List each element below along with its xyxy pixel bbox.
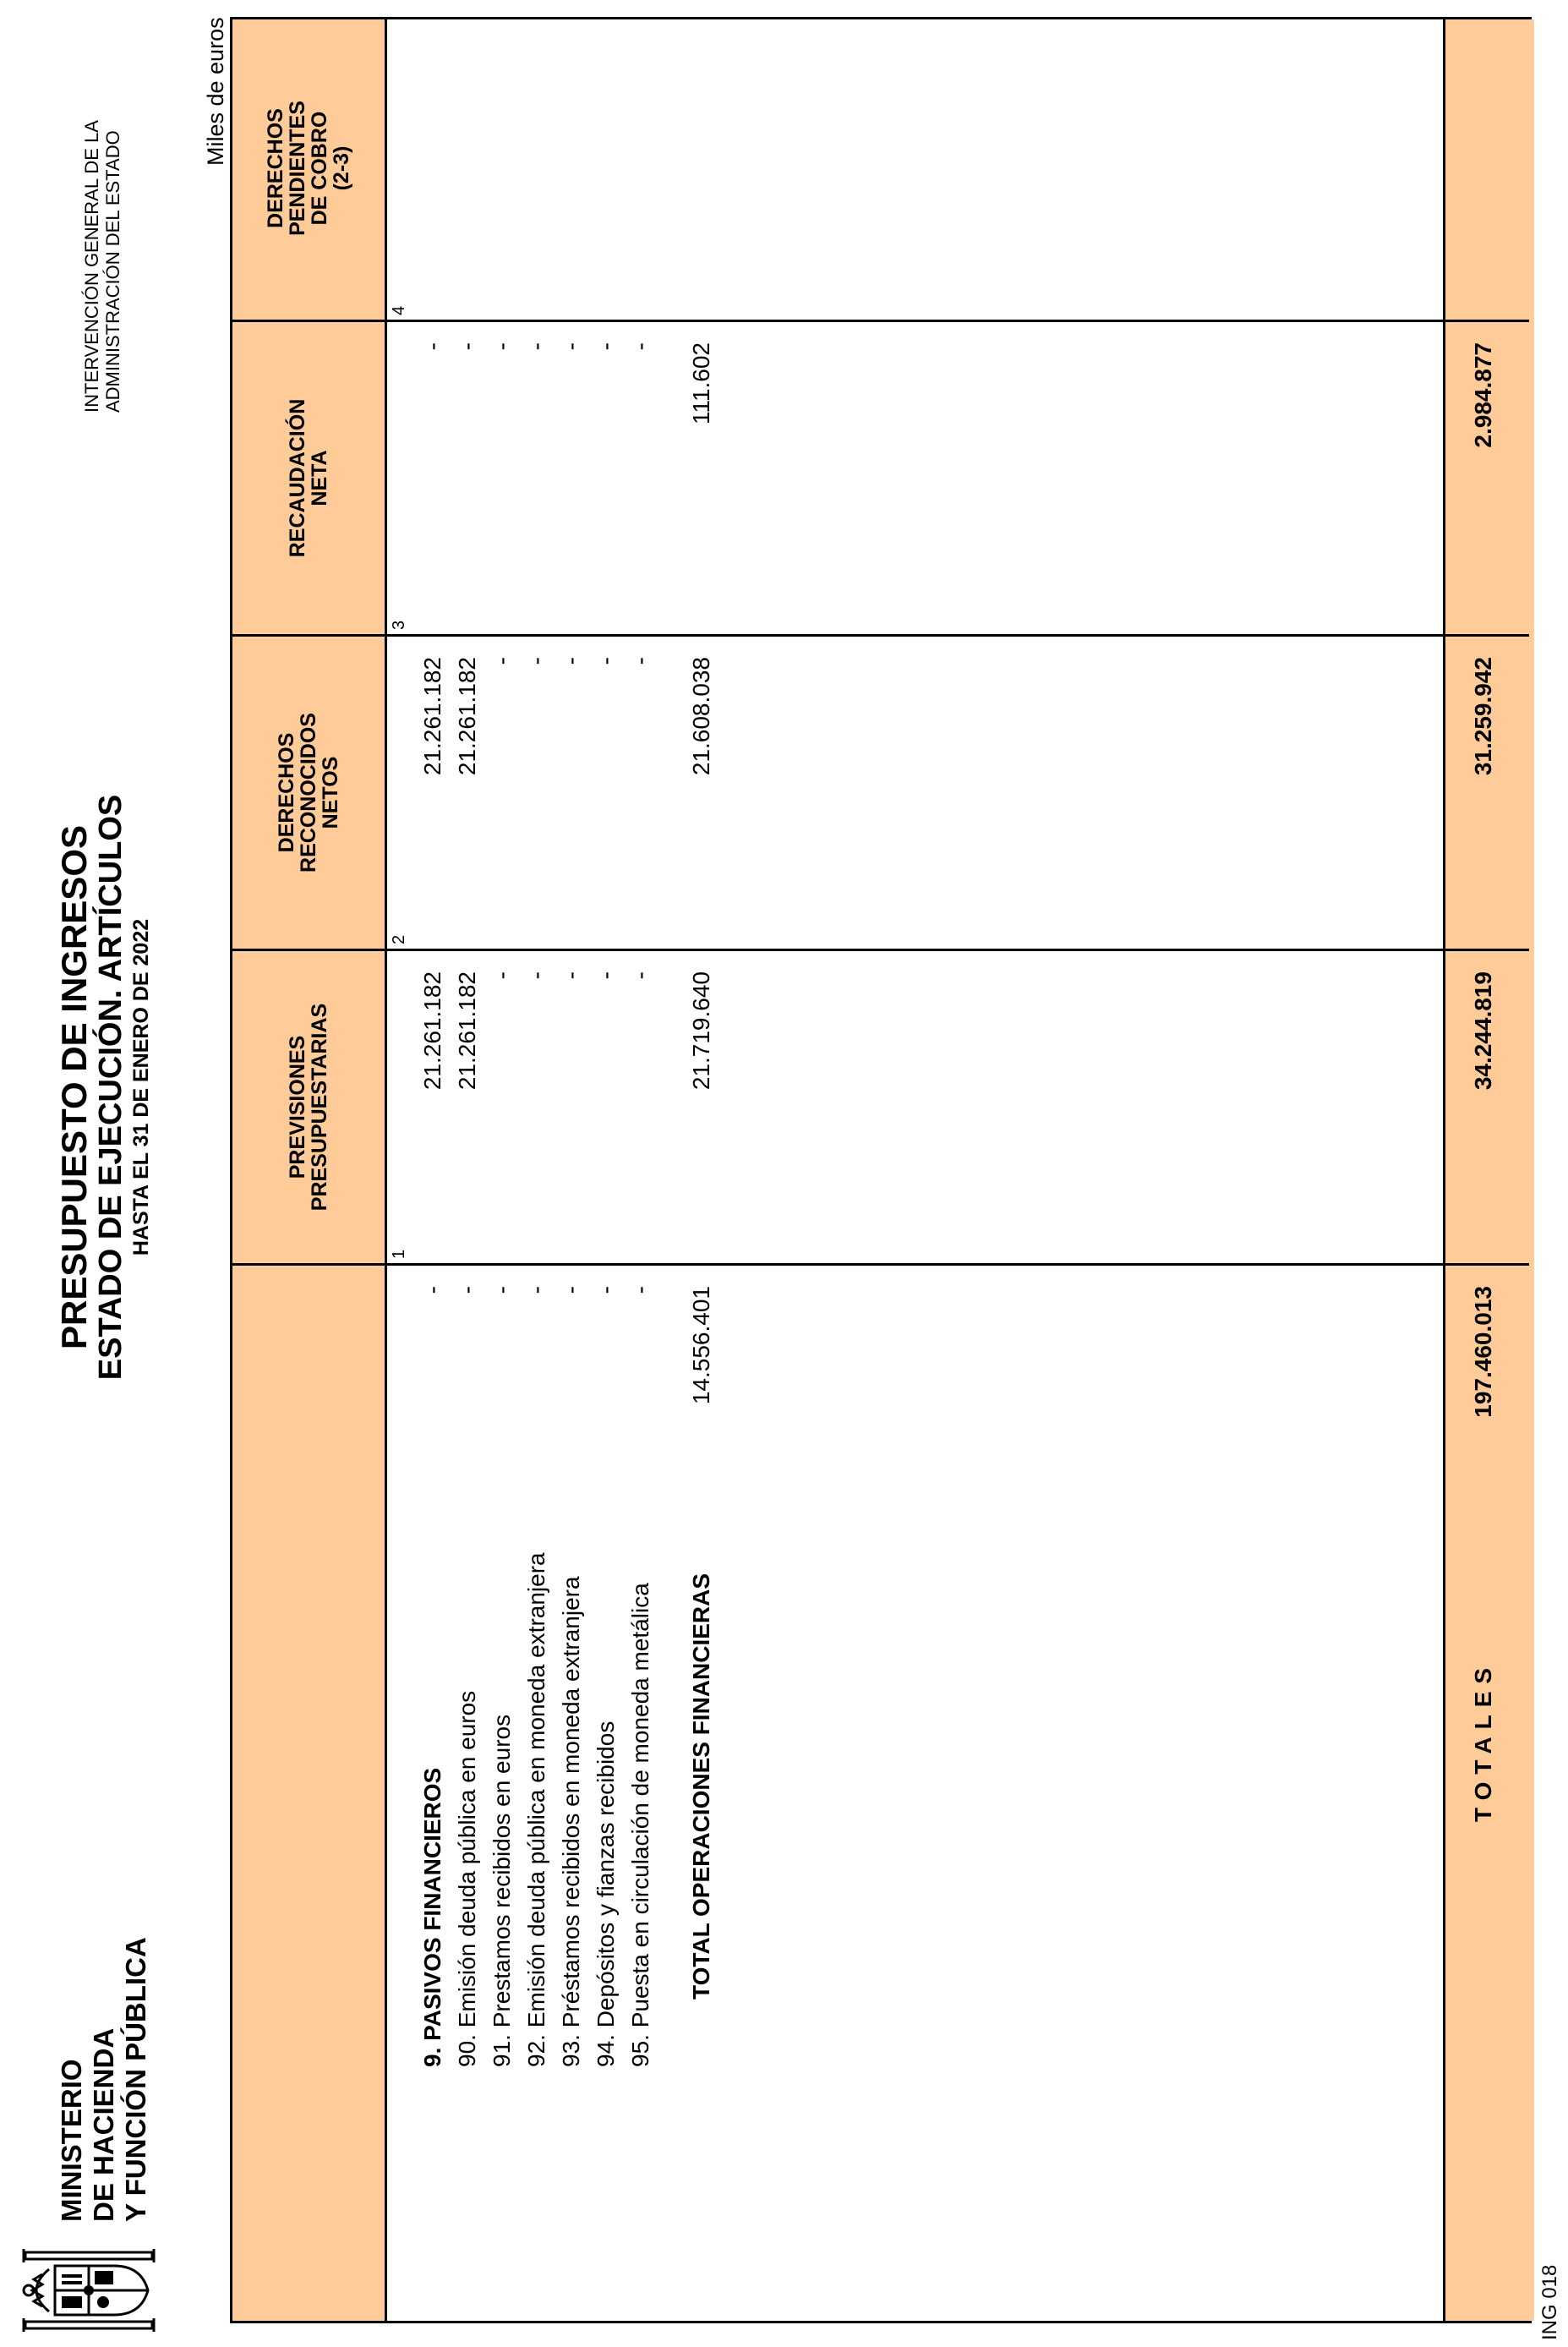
ministry-name xyxy=(56,1937,152,2222)
column-number: 4 xyxy=(390,305,408,315)
table-row-label: 93. Préstamos recibidos en moneda extranjera xyxy=(558,1576,584,2067)
table-cell: - xyxy=(627,971,653,980)
table-cell: - xyxy=(593,657,619,665)
ministry-line-3: Y FUNCIÓN PÚBLICA xyxy=(120,1937,151,2222)
totals-cell: 2.984.877 xyxy=(1470,342,1496,448)
table-row-label: 94. Depósitos y fianzas recibidos xyxy=(593,1721,619,2067)
table-cell: - xyxy=(627,657,653,665)
table-cell: - xyxy=(558,657,584,665)
table-cell: - xyxy=(419,342,445,351)
table-cell: - xyxy=(593,971,619,980)
table-cell: 21.261.182 xyxy=(419,657,445,776)
column-number: 1 xyxy=(390,1249,408,1259)
column-header-previsiones: PREVISIONES PRESUPUESTARIAS xyxy=(286,1003,331,1212)
header-divider xyxy=(385,19,387,2321)
units-label: Miles de euros xyxy=(203,17,228,166)
report-title-block xyxy=(55,741,155,1434)
table-cell: - xyxy=(523,657,549,665)
table-cell: - xyxy=(454,1286,480,1294)
intervention-line-1: INTERVENCIÓN GENERAL DE LA xyxy=(81,120,102,413)
total-financieras-cell: 21.719.640 xyxy=(688,971,714,1091)
table-cell: - xyxy=(627,1286,653,1294)
column-header-pendientes: DERECHOS PENDIENTES DE COBRO (2-3) xyxy=(264,101,353,236)
column-divider xyxy=(232,320,1529,322)
table-cell: 21.261.182 xyxy=(454,657,480,776)
table-cell: - xyxy=(523,342,549,351)
totals-label: TOTALES xyxy=(1470,1660,1496,1822)
column-number: 3 xyxy=(390,620,408,630)
table-cell: - xyxy=(489,1286,515,1294)
table-cell: - xyxy=(419,1286,445,1294)
table-cell: - xyxy=(558,342,584,351)
table-cell: - xyxy=(627,342,653,351)
intervention-name xyxy=(81,120,123,413)
table-cell: - xyxy=(454,342,480,351)
total-financieras-cell: 21.608.038 xyxy=(688,657,714,776)
total-financieras-cell: 111.602 xyxy=(688,342,714,425)
table-cell: - xyxy=(523,971,549,980)
totals-cell: 197.460.013 xyxy=(1470,1286,1496,1418)
column-number: 2 xyxy=(390,934,408,944)
column-header-derechos-reconocidos: DERECHOS RECONOCIDOS NETOS xyxy=(275,713,342,873)
total-financieras-label: TOTAL OPERACIONES FINANCIERAS xyxy=(688,1573,714,2000)
table-cell: - xyxy=(489,657,515,665)
form-code: ING 018 xyxy=(1538,2264,1561,2340)
report-date: HASTA EL 31 DE ENERO DE 2022 xyxy=(129,918,153,1256)
table-row-label: 91. Prestamos recibidos en euros xyxy=(489,1714,515,2067)
table-cell: - xyxy=(489,342,515,351)
ministry-line-2: DE HACIENDA xyxy=(88,2027,119,2222)
table-row-label: 95. Puesta en circulación de moneda metálica xyxy=(627,1583,653,2067)
ministry-line-1: MINISTERIO xyxy=(56,2059,87,2222)
table-cell: - xyxy=(489,971,515,980)
table-cell: - xyxy=(523,1286,549,1294)
table-row-label: 9. PASIVOS FINANCIEROS xyxy=(419,1767,445,2067)
coat-of-arms-icon xyxy=(8,2240,161,2340)
total-financieras-cell: 14.556.401 xyxy=(688,1286,714,1405)
table-cell: - xyxy=(593,342,619,351)
table-cell: - xyxy=(558,971,584,980)
totals-cell: 31.259.942 xyxy=(1470,657,1496,776)
budget-table xyxy=(230,17,1532,2323)
table-cell: 21.261.182 xyxy=(454,971,480,1091)
report-title: PRESUPUESTO DE INGRESOS xyxy=(54,824,94,1350)
intervention-line-2: ADMINISTRACIÓN DEL ESTADO xyxy=(102,130,123,413)
table-row-label: 92. Emisión deuda pública en moneda extranjera xyxy=(523,1552,549,2067)
table-cell: - xyxy=(558,1286,584,1294)
table-cell: 21.261.182 xyxy=(419,971,445,1091)
table-cell: - xyxy=(593,1286,619,1294)
report-subtitle: ESTADO DE EJECUCIÓN. ARTÍCULOS xyxy=(93,794,128,1381)
totals-cell: 34.244.819 xyxy=(1470,971,1496,1091)
table-row-label: 90. Emisión deuda pública en euros xyxy=(454,1690,480,2067)
column-header-recaudacion: RECAUDACIÓN NETA xyxy=(286,398,331,558)
